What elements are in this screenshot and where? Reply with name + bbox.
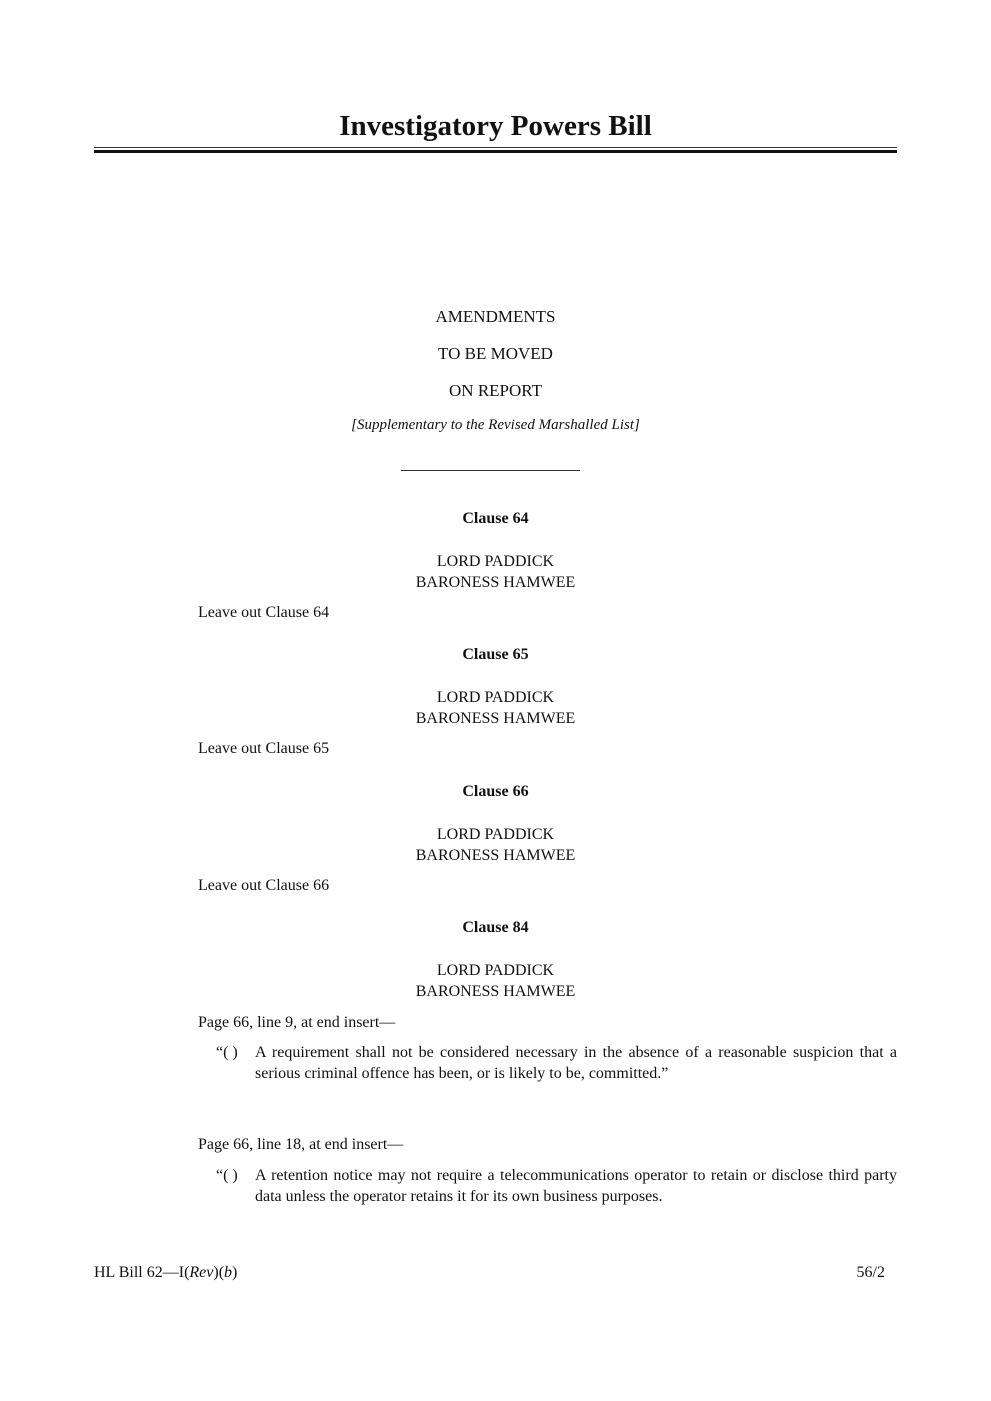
heading-to-be-moved: TO BE MOVED (438, 344, 553, 363)
heading-on-report: ON REPORT (449, 381, 542, 400)
mover-name: LORD PADDICK (436, 553, 555, 570)
mover-name: BARONESS HAMWEE (415, 710, 576, 727)
mover-name: BARONESS HAMWEE (415, 983, 576, 1000)
clause-heading: Clause 66 (462, 783, 529, 800)
subsection-marker: “( ) (216, 1167, 238, 1184)
amendment-instruction: Leave out Clause 64 (198, 604, 330, 621)
title-rule-thick (94, 150, 897, 153)
subsection-text: A requirement shall not be considered necessary in the absence of a reasonable suspicion that a serious criminal offence has been, or is likely to be, committed.” (255, 1044, 897, 1082)
heading-amendments: AMENDMENTS (435, 307, 556, 326)
page-reference: 56/2 (856, 1264, 885, 1281)
mover-name: BARONESS HAMWEE (415, 574, 576, 591)
amendment-instruction: Leave out Clause 65 (198, 740, 330, 757)
section-divider (401, 470, 580, 471)
inserted-subsection (198, 1165, 897, 1207)
clause-heading: Clause 84 (462, 919, 529, 936)
bill-reference: HL Bill 62—I(Rev)(b) (94, 1264, 238, 1281)
amendment-instruction: Leave out Clause 66 (198, 877, 330, 894)
clause-heading: Clause 64 (462, 510, 529, 527)
insert-instruction: Page 66, line 9, at end insert— (198, 1014, 396, 1031)
subsection-marker: “( ) (216, 1044, 238, 1061)
mover-name: LORD PADDICK (436, 826, 555, 843)
mover-name: LORD PADDICK (436, 689, 555, 706)
inserted-subsection (198, 1042, 897, 1084)
mover-name: BARONESS HAMWEE (415, 847, 576, 864)
subtitle: [Supplementary to the Revised Marshalled List] (351, 417, 640, 433)
document-title: Investigatory Powers Bill (339, 110, 652, 142)
clause-heading: Clause 65 (462, 646, 529, 663)
mover-name: LORD PADDICK (436, 962, 555, 979)
title-rule-thin (94, 147, 897, 148)
subsection-text: A retention notice may not require a telecommunications operator to retain or disclose third party data unless the operator retains it for its own business purposes. (255, 1167, 897, 1205)
insert-instruction: Page 66, line 18, at end insert— (198, 1136, 404, 1153)
